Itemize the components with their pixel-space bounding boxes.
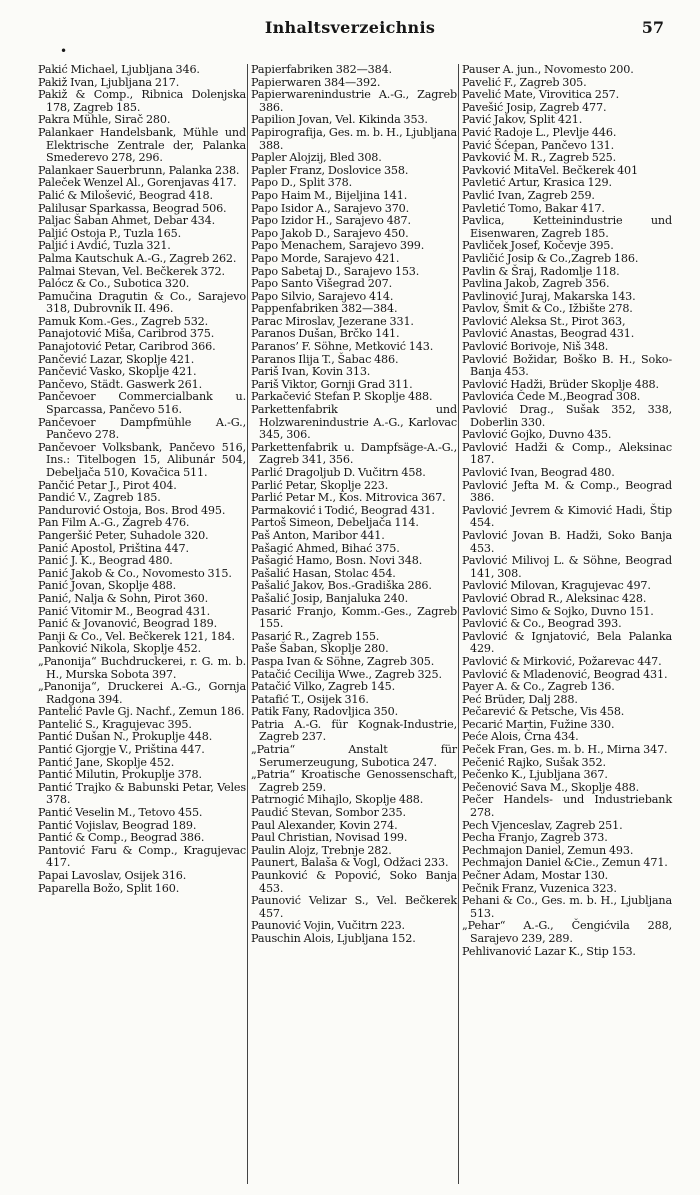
- index-entry: Pašalić Hasan, Stolac 454.: [251, 566, 396, 580]
- index-entry: „Pehar“ A.-G., Čengićvila 288, Sarajevo 239, 289.: [462, 919, 672, 945]
- index-entry: Pandić V., Zagreb 185.: [38, 491, 161, 505]
- index-entry: Pakić Michael, Ljubljana 346.: [38, 63, 200, 76]
- index-entry: Pavlović Jovan B. Hadži, Soko Banja 453.: [462, 528, 672, 555]
- index-entry: Pavlović Gojko, Duvno 435.: [462, 428, 612, 442]
- index-entry: Paunović Vojin, Vučitrn 223.: [251, 919, 405, 933]
- index-entry: Pechmajon Daniel, Zemun 493.: [462, 843, 634, 857]
- index-entry: Parac Miroslav, Jezerane 331.: [251, 314, 414, 328]
- index-entry: Pavlina Jakob, Zagreb 356.: [462, 277, 610, 291]
- page-title: Inhaltsverzeichnis: [264, 18, 436, 37]
- index-entry: Pavelić Mate, Virovitica 257.: [462, 88, 620, 102]
- index-column-1: [38, 64, 246, 1189]
- column-divider: [247, 64, 248, 1184]
- index-entry: Pančevo, Städt. Gaswerk 261.: [38, 377, 202, 391]
- index-entry: Papilion Jovan, Vel. Kikinda 353.: [251, 113, 428, 127]
- index-entry: Panić Apostol, Priština 447.: [38, 541, 189, 555]
- index-entry: Pantović Faru & Comp., Kragujevac 417.: [38, 843, 246, 870]
- index-entry: Patačić Vilko, Zagreb 145.: [251, 680, 395, 694]
- index-entry: Palić & Milošević, Beograd 418.: [38, 188, 213, 202]
- index-entry: Papo D., Split 378.: [251, 176, 352, 190]
- index-entry: Patria A.-G. für Kognak-Industrie, Zagreb 237.: [251, 717, 457, 744]
- index-entry: Pariš Ivan, Kovin 313.: [251, 365, 371, 379]
- index-entry: Pašagić Hamo, Bosn. Novi 348.: [251, 554, 423, 568]
- index-entry: Pavličić Josip & Co.,Zagreb 186.: [462, 251, 639, 265]
- index-entry: „Patria“ Kroatische Genossenschaft, Zagreb 259.: [251, 768, 457, 794]
- index-entry: Partoš Simeon, Debeljača 114.: [251, 516, 419, 530]
- index-entry: „Patria“ Anstalt für Serumerzeugung, Subotica 247.: [251, 743, 457, 769]
- index-entry: Pecarić Martin, Fužine 330.: [462, 717, 615, 731]
- index-entry: Pavliček Josef, Kočevje 395.: [462, 239, 614, 253]
- index-entry: Pašalić Josip, Banjaluka 240.: [251, 591, 408, 605]
- index-entry: Pantić Veselin M., Tetovo 455.: [38, 806, 203, 820]
- index-entry: Pavlović Jevrem & Kimović Hadi, Štip 454.: [462, 503, 672, 530]
- index-entry: Pavlović Hadži & Comp., Aleksinac 187.: [462, 440, 672, 467]
- index-entry: Papo Izidor H., Sarajevo 487.: [251, 214, 411, 228]
- index-entry: Pasarić R., Zagreb 155.: [251, 629, 380, 643]
- index-entry: Paš Anton, Maribor 441.: [251, 528, 385, 542]
- page-number: 57: [641, 18, 664, 37]
- index-entry: Pasarić Franjo, Komm.-Ges., Zagreb 155.: [251, 604, 457, 631]
- index-entry: Parkettenfabrik u. Dampfsäge-A.-G., Zagreb 341, 356.: [251, 440, 457, 467]
- index-entry: Palócz & Co., Subotica 320.: [38, 277, 190, 291]
- index-entry: Pantelić Pavle Gj. Nachf., Zemun 186.: [38, 705, 245, 719]
- index-entry: Paspa Ivan & Söhne, Zagreb 305.: [251, 654, 435, 668]
- index-entry: Pavlović Božidar, Boško B. H., Soko-Banja 453.: [462, 352, 672, 379]
- index-entry: Paunert, Balaša & Vogl, Odžaci 233.: [251, 856, 449, 870]
- index-entry: „Panonija“, Druckerei A.-G., Gornja Radgona 394.: [38, 680, 246, 706]
- index-entry: Pavlović Drag., Sušak 352, 338, Doberlin 330.: [462, 403, 672, 429]
- index-entry: Papo Haim M., Bijeljina 141.: [251, 188, 408, 202]
- index-entry: Pehani & Co., Ges. m. b. H., Ljubljana 513.: [462, 894, 672, 920]
- index-entry: Pavković M. R., Zagreb 525.: [462, 151, 617, 165]
- index-entry: Pančić Petar J., Pirot 404.: [38, 478, 177, 492]
- index-entry: Parmaković i Todić, Beograd 431.: [251, 503, 435, 517]
- index-entry: Pavlović & Mirković, Požarevac 447.: [462, 654, 662, 668]
- index-entry: Pašalić Jakov, Bos.-Gradiška 286.: [251, 579, 432, 593]
- index-entry: Papai Lavoslav, Osijek 316.: [38, 869, 187, 882]
- index-entry: Pavić Jakov, Split 421.: [462, 113, 583, 127]
- index-entry: Paljić Ostoja P., Tuzla 165.: [38, 226, 181, 240]
- index-entry: Panić J. K., Beograd 480.: [38, 554, 173, 568]
- index-entry: Papo Jakob D., Sarajevo 450.: [251, 226, 409, 240]
- index-entry: Peće Alois, Črna 434.: [462, 730, 579, 744]
- index-entry: Papierwaren 384—392.: [251, 75, 381, 89]
- index-entry: Panković Nikola, Skoplje 452.: [38, 642, 202, 656]
- index-entry: Panić, Nalja & Sohn, Pirot 360.: [38, 591, 209, 605]
- index-entry: Pavlović Ivan, Beograd 480.: [462, 466, 615, 479]
- index-entry: Pečarević & Petsche, Vis 458.: [462, 705, 625, 719]
- index-entry: Pamučina Dragutin & Co., Sarajevo 318, Dubrovnik II. 496.: [38, 289, 246, 316]
- index-entry: Pavlović & Mladenović, Beograd 431.: [462, 667, 668, 681]
- index-entry: Pavlić Ivan, Zagreb 259.: [462, 188, 595, 202]
- index-entry: Pavlović & Co., Beograd 393.: [462, 617, 622, 631]
- index-entry: Papo Menachem, Sarajevo 399.: [251, 239, 425, 253]
- index-entry: Pančevoer Volksbank, Pančevo 516, Ins.: Titelbogen 15, Alibunár 504, Debeljača 510, Kovačica 511.: [38, 440, 246, 479]
- index-entry: Papo Silvio, Sarajevo 414.: [251, 289, 394, 303]
- index-entry: Peć Brüder, Dalj 288.: [462, 692, 578, 706]
- index-entry: Pečner Adam, Mostar 130.: [462, 869, 609, 882]
- index-entry: Paše Šaban, Skoplje 280.: [251, 642, 389, 656]
- index-entry: Pech Vjenceslav, Zagreb 251.: [462, 818, 623, 832]
- index-entry: Pantelić S., Kragujevac 395.: [38, 717, 192, 731]
- index-entry: Paudić Stevan, Sombor 235.: [251, 806, 406, 820]
- index-entry: Palankaer Handelsbank, Mühle und Elektrische Zentrale der, Palanka Smederevo 278, 296.: [38, 125, 246, 165]
- index-entry: Pavić Radoje L., Plevlje 446.: [462, 125, 617, 139]
- index-entry: Pantić Dušan N., Prokuplje 448.: [38, 730, 213, 744]
- index-entry: Parkačević Stefan P. Skoplje 488.: [251, 390, 433, 404]
- index-entry: Pantić Milutin, Prokuplje 378.: [38, 768, 202, 782]
- index-entry: Patrnogić Mihajlo, Skoplje 488.: [251, 793, 424, 807]
- index-entry: Pavletić Artur, Krasica 129.: [462, 176, 612, 190]
- index-entry: Panji & Co., Vel. Bečkerek 121, 184.: [38, 629, 235, 643]
- index-entry: Pantić Gjorgje V., Priština 447.: [38, 743, 205, 757]
- index-entry: Pavlović Borivoje, Niš 348.: [462, 340, 609, 354]
- index-entry: Pavlica, Ketteinindustrie und Eisenwaren, Zagreb 185.: [462, 214, 672, 240]
- index-entry: Paul Alexander, Kovin 274.: [251, 818, 398, 832]
- index-entry: Palilusar Sparkassa, Beograd 506.: [38, 201, 227, 215]
- index-entry: Paljac Šaban Ahmet, Debar 434.: [38, 214, 216, 228]
- index-entry: Pečer Handels- und Industriebank 278.: [462, 793, 672, 820]
- index-entry: Pakra Mühle, Sirač 280.: [38, 113, 171, 127]
- index-entry: Pečenović Sava M., Skoplje 488.: [462, 780, 640, 794]
- index-entry: Papierfabriken 382—384.: [251, 63, 392, 76]
- index-entry: Pauschin Alois, Ljubljana 152.: [251, 931, 416, 945]
- index-entry: Pavlović Aleksa St., Pirot 363,: [462, 314, 626, 328]
- index-entry: Paranos Ilija T., Šabac 486.: [251, 352, 399, 366]
- index-entry: Papler Franz, Doslovice 358.: [251, 163, 409, 177]
- index-entry: Pan Film A.-G., Zagreb 476.: [38, 516, 190, 530]
- index-entry: Paparella Božo, Split 160.: [38, 881, 180, 895]
- index-entry: Pakiž Ivan, Ljubljana 217.: [38, 75, 180, 89]
- index-entry: Pančević Vasko, Skoplje 421.: [38, 365, 197, 379]
- index-entry: Paleček Wenzel Al., Gorenjavas 417.: [38, 176, 237, 190]
- index-entry: Pappenfabriken 382—384.: [251, 302, 398, 316]
- index-entry: Patafić T., Osijek 316.: [251, 692, 369, 706]
- index-entry: Pavlinović Juraj, Makarska 143.: [462, 289, 636, 303]
- index-entry: Paunović Velizar S., Vel. Bečkerek 457.: [251, 894, 457, 920]
- index-entry: Pangeršić Peter, Suhadole 320.: [38, 528, 209, 542]
- index-entry: Pančevoer Dampfmühle A.-G., Pančevo 278.: [38, 415, 246, 442]
- index-entry: Parlić Petar, Skoplje 223.: [251, 478, 389, 492]
- index-entry: Pechmajon Daniel &Cie., Zemun 471.: [462, 856, 668, 870]
- index-entry: Papo Santo Višegrad 207.: [251, 277, 393, 291]
- index-entry: Papo Isidor A., Sarajevo 370.: [251, 201, 410, 215]
- index-entry: Pandurović Ostoja, Bos. Brod 495.: [38, 503, 226, 517]
- index-column-2: [251, 64, 457, 1189]
- index-entry: Panajotović Petar, Caribrod 366.: [38, 340, 216, 354]
- index-entry: Pašagić Ahmed, Bihać 375.: [251, 541, 400, 555]
- index-entry: Pančević Lazar, Skoplje 421.: [38, 352, 195, 366]
- index-entry: Pavlović Obrad R., Aleksinac 428.: [462, 591, 647, 605]
- index-entry: Pavelić F., Zagreb 305.: [462, 75, 587, 89]
- index-entry: Panić Vitomir M., Beograd 431.: [38, 604, 211, 618]
- index-entry: Parkettenfabrik und Holzwarenindustrie A.-G., Karlovac 345, 306.: [251, 403, 457, 442]
- index-entry: Parlić Dragoljub D. Vučitrn 458.: [251, 466, 426, 479]
- index-entry: Paunković & Popović, Soko Banja 453.: [251, 869, 457, 895]
- index-entry: Pantić Trajko & Babunski Petar, Veles 378.: [38, 780, 246, 807]
- index-entry: Pečnik Franz, Vuzenica 323.: [462, 881, 617, 895]
- index-entry: Panić & Jovanović, Beograd 189.: [38, 617, 217, 631]
- index-entry: Pavletić Tomo, Bakar 417.: [462, 201, 605, 215]
- index-entry: Pakiž & Comp., Ribnica Dolenjska 178, Zagreb 185.: [38, 88, 246, 114]
- index-entry: Pantić Jane, Skoplje 452.: [38, 755, 175, 769]
- index-entry: Pavlin & Šraj, Radomlje 118.: [462, 264, 620, 278]
- index-entry: Panić Jakob & Co., Novomesto 315.: [38, 566, 232, 580]
- index-entry: Papo Sabetaj D., Sarajevo 153.: [251, 264, 420, 278]
- index-entry: Pamuk Kom.-Ges., Zagreb 532.: [38, 314, 209, 328]
- index-entry: „Panonija“ Buchdruckerei, r. G. m. b. H., Murska Sobota 397.: [38, 654, 246, 681]
- index-entry: Pavlović Jefta M. & Comp., Beograd 386.: [462, 478, 672, 505]
- index-entry: Paulin Alojz, Trebnje 282.: [251, 843, 392, 857]
- index-entry: Pavešić Josip, Zagreb 477.: [462, 100, 607, 114]
- index-entry: Pavić Šćepan, Pančevo 131.: [462, 138, 615, 152]
- index-entry: Pavković MitaVel. Bečkerek 401: [462, 163, 638, 177]
- index-entry: Pauser A. jun., Novomesto 200.: [462, 63, 634, 76]
- index-entry: Pavlović Milovan, Kragujevac 497.: [462, 579, 651, 593]
- index-entry: Pavlović Anastas, Beograd 431.: [462, 327, 635, 341]
- index-entry: Papierwarenindustrie A.-G., Zagreb 386.: [251, 88, 457, 114]
- index-entry: Pehlivanović Lazar K., Stip 153.: [462, 944, 636, 958]
- index-entry: Palankaer Sauerbrunn, Palanka 238.: [38, 163, 240, 177]
- margin-dot: •: [60, 44, 68, 58]
- index-entry: Pavlović & Ignjatović, Bela Palanka 429.: [462, 629, 672, 656]
- index-entry: Paul Christian, Novisad 199.: [251, 831, 408, 845]
- index-entry: Panić Jovan, Skoplje 488.: [38, 579, 177, 593]
- index-entry: Pariš Viktor, Gornji Grad 311.: [251, 377, 413, 391]
- index-entry: Papirografija, Ges. m. b. H., Ljubljana 388.: [251, 125, 458, 152]
- index-entry: Pančevoer Commercialbank u. Sparcassa, Pančevo 516.: [38, 390, 246, 417]
- index-entry: Panajotović Miša, Caribrod 375.: [38, 327, 215, 341]
- index-entry: Pavlov, Šmit & Co., Ižbište 278.: [462, 302, 633, 316]
- column-divider: [458, 64, 459, 1184]
- index-entry: Pečenko K., Ljubljana 367.: [462, 768, 608, 782]
- index-column-3: [462, 64, 672, 1189]
- index-entry: Paranos’ F. Söhne, Metković 143.: [251, 340, 434, 354]
- index-entry: Patik Fany, Radovljica 350.: [251, 705, 398, 719]
- index-entry: Peček Fran, Ges. m. b. H., Mirna 347.: [462, 743, 668, 757]
- index-entry: Pavlović Simo & Sojko, Duvno 151.: [462, 604, 654, 618]
- index-entry: Payer A. & Co., Zagreb 136.: [462, 680, 615, 694]
- index-entry: Pantić & Comp., Beograd 386.: [38, 831, 205, 845]
- index-entry: Pecha Franjo, Zagreb 373.: [462, 831, 608, 845]
- index-entry: Palmai Stevan, Vel. Bečkerek 372.: [38, 264, 225, 278]
- page-header: [0, 18, 700, 42]
- index-entry: Papo Morde, Sarajevo 421.: [251, 251, 400, 265]
- index-entry: Pečenić Rajko, Sušak 352.: [462, 755, 606, 769]
- index-entry: Pavlovića Čede M.,Beograd 308.: [462, 390, 641, 404]
- index-entry: Pavlović Milivoj L. & Söhne, Beograd 141, 308.: [462, 554, 672, 580]
- index-entry: Parlić Petar M., Kos. Mitrovica 367.: [251, 491, 446, 505]
- index-entry: Paranos Dušan, Brčko 141.: [251, 327, 400, 341]
- index-entry: Palma Kautschuk A.-G., Zagreb 262.: [38, 251, 237, 265]
- index-entry: Paljić i Avdić, Tuzla 321.: [38, 239, 171, 253]
- index-entry: Patačić Cecilija Wwe., Zagreb 325.: [251, 667, 442, 681]
- index-entry: Pantić Vojislav, Beograd 189.: [38, 818, 197, 832]
- index-entry: Pavlović Hadži, Brüder Skoplje 488.: [462, 377, 659, 391]
- index-entry: Papler Alojzij, Bled 308.: [251, 151, 382, 165]
